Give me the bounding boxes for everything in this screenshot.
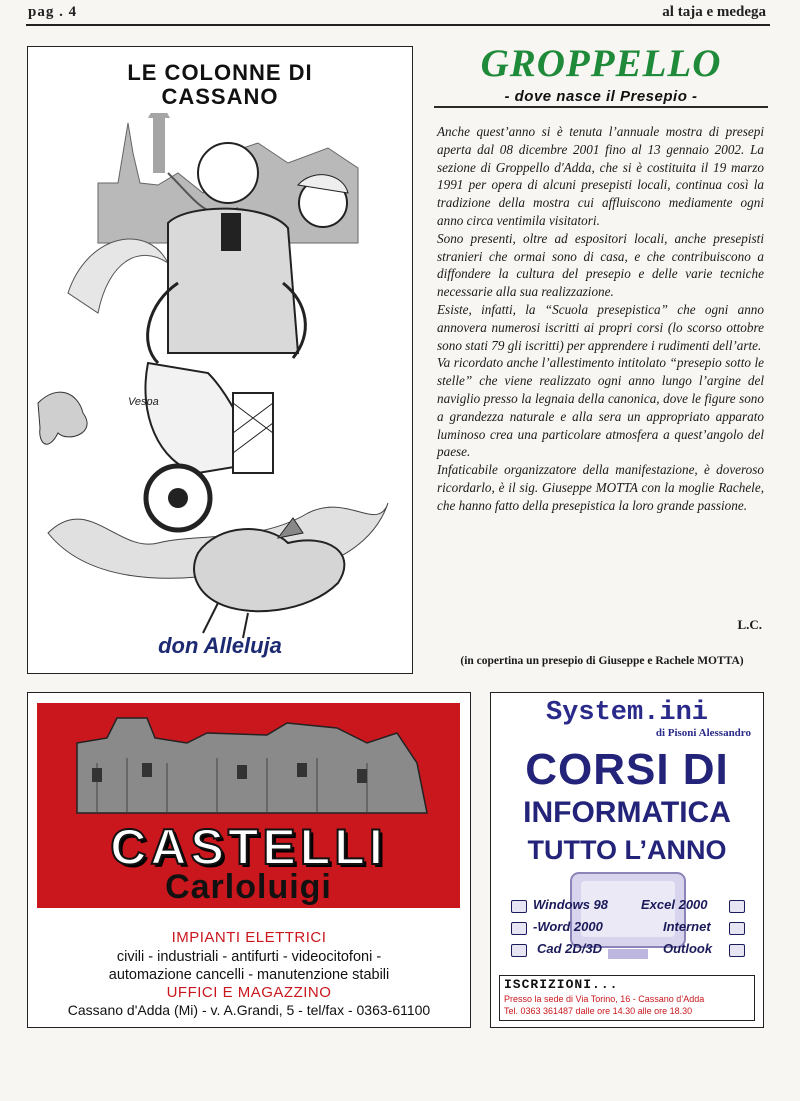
cartoon-caption: don Alleluja — [158, 633, 282, 658]
article-paragraph: Va ricordato anche l’allestimento intitolato “presepio sotto le stelle” che viene realizzato ogni anno lungo l’argine del naviglio presso la legnaia della canonica, dove le figure sono a grandezza naturale e alla sera un appropriato apparato luminoso crea una particolare atmosfera a quest’angolo del paese. — [437, 355, 764, 460]
informatica-headline: INFORMATICA — [523, 796, 731, 829]
courses-headline: CORSI DI — [525, 745, 729, 794]
course-windows: Windows 98 — [533, 897, 609, 912]
course-icon — [511, 944, 527, 957]
castelli-first-name: Carloluigi — [165, 868, 332, 906]
course-word: -Word 2000 — [533, 919, 603, 934]
castelli-name: CASTELLI — [110, 819, 387, 875]
enrollment-phone: Tel. 0363 361487 dalle ore 14.30 alle ore 18.30 — [504, 1006, 693, 1016]
article-paragraph: Esiste, infatti, la “Scuola presepistica” che ogni anno annovera numerosi iscritti ai propri corsi (lo scorso ottobre sono stati 79 gli iscritti) per apprendere i rudimenti dell’arte. — [437, 301, 764, 353]
publication-name: al taja e medega — [662, 4, 766, 20]
system-ini-advertisement — [490, 692, 764, 1028]
system-ini-owner: di Pisoni Alessandro — [655, 727, 751, 739]
castelli-offices: UFFICI E MAGAZZINO — [166, 984, 332, 1001]
cartoon-panel — [27, 46, 413, 674]
article-signature: L.C. — [737, 617, 762, 632]
course-icon — [729, 922, 745, 935]
course-outlook: Outlook — [663, 941, 713, 956]
enrollment-box — [499, 975, 755, 1021]
castelli-advertisement — [27, 692, 471, 1028]
header-rule — [26, 24, 770, 26]
course-icon — [729, 944, 745, 957]
cartoon-title-line1: LE COLONNE DI — [127, 60, 313, 85]
cartoon-title — [28, 61, 412, 109]
castelli-services-2: automazione cancelli - manutenzione stabili — [108, 967, 390, 983]
article-paragraph: Anche quest’anno si è tenuta l’annuale mostra di presepi aperta dal 08 dicembre 2001 fino al 13 gennaio 2002. La sezione di Groppello d'Adda, che si è costituita il 19 marzo 1991 per opera di alcuni presepisti locali, continua così la tradizione della mostra cui affluiscono mediamente ogni anno circa ventimila visitatori. — [437, 124, 764, 228]
cover-note: (in copertina un presepio di Giuseppe e Rachele MOTTA) — [460, 655, 744, 667]
scooter-badge: Vespa — [128, 396, 159, 408]
enrollment-address: Presso la sede di Via Torino, 16 - Cassano d’Adda — [504, 994, 705, 1004]
all-year-headline: TUTTO L’ANNO — [527, 835, 727, 865]
page-number: pag . 4 — [28, 4, 78, 20]
article-title: GROPPELLO — [480, 42, 722, 85]
cartoon-illustration — [28, 113, 412, 643]
course-cad: Cad 2D/3D — [537, 941, 603, 956]
course-internet: Internet — [663, 919, 711, 934]
article-body — [437, 123, 764, 515]
castelli-services-1: civili - industriali - antifurti - videocitofoni - — [116, 949, 382, 965]
enrollment-title: ISCRIZIONI... — [504, 977, 619, 992]
system-ini-name: System.ini — [545, 698, 709, 728]
castelli-banner — [37, 703, 460, 908]
cartoon-title-line2: CASSANO — [161, 84, 279, 109]
castelli-address: Cassano d'Adda (Mi) - v. A.Grandi, 5 - tel/fax - 0363-61100 — [67, 1002, 431, 1018]
article-paragraph: Sono presenti, oltre ad espositori locali, anche presepisti stranieri che ormai sono di casa, e che contribuiscono a diffondere la cultura del presepio e delle varie tecniche necessarie alla sua realizzazione. — [437, 230, 764, 300]
article-subtitle: - dove nasce il Presepio - — [504, 88, 698, 105]
article-paragraph: Infaticabile organizzatore della manifestazione, è doveroso ricordarlo, è il sig. Giuseppe MOTTA con la moglie Rachele, che hanno fatto della presepistica la loro grande passione. — [437, 462, 764, 513]
castelli-category: IMPIANTI ELETTRICI — [171, 929, 327, 946]
course-icon — [511, 922, 527, 935]
course-icon — [511, 900, 527, 913]
course-icon — [729, 900, 745, 913]
article-title-rule — [434, 106, 768, 108]
course-excel: Excel 2000 — [641, 897, 708, 912]
